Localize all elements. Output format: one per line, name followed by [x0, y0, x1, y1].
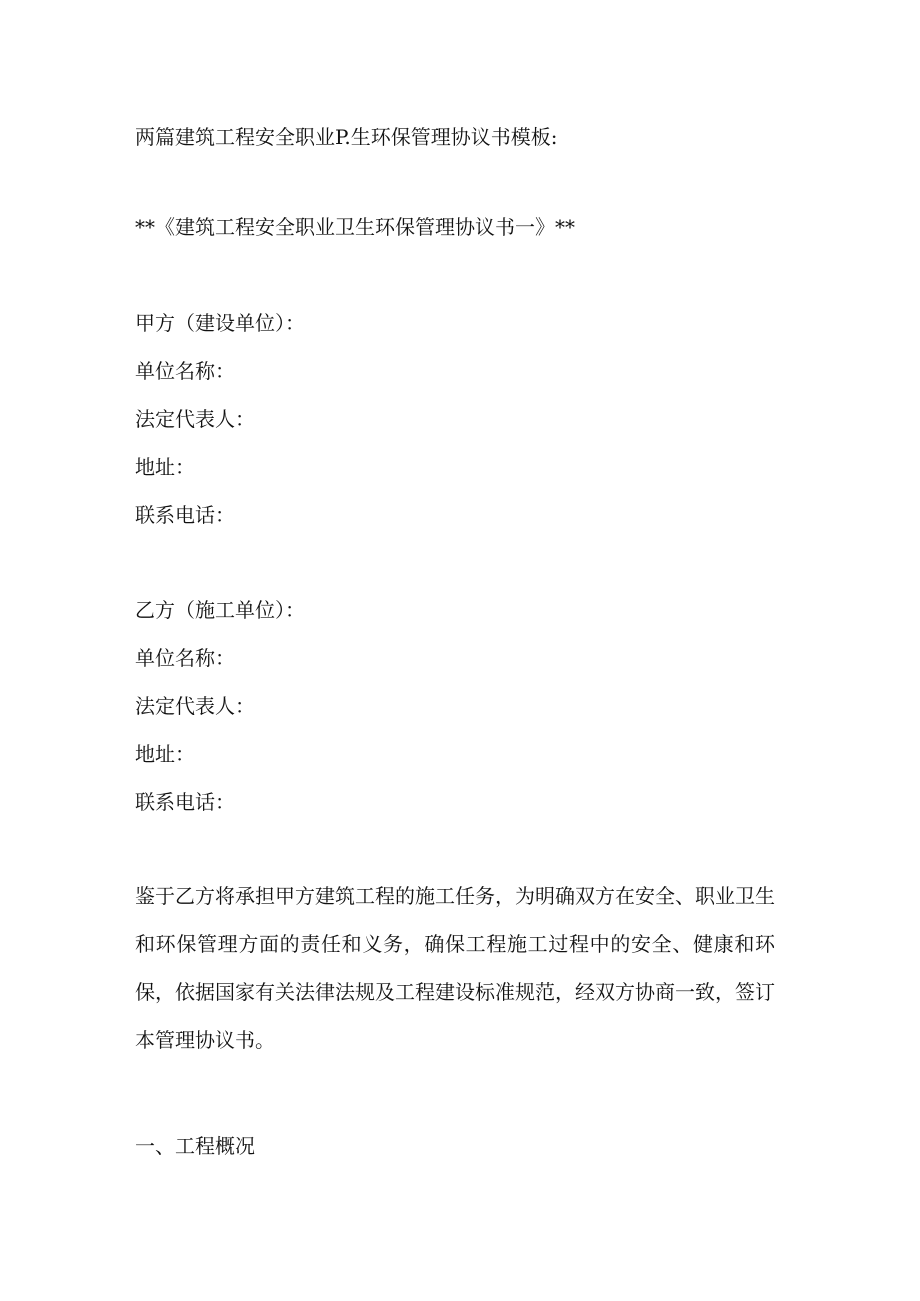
party-a-name-label: 单位名称：	[135, 359, 235, 383]
party-a-phone-label: 联系电话：	[135, 503, 235, 527]
preamble-paragraph: 鉴于乙方将承担甲方建筑工程的施工任务，为明确双方在安全、职业卫生和环保管理方面的责任和义务，确保工程施工过程中的安全、健康和环保，依据国家有关法律法规及工程建设标准规范，经双方协商一致，签订本管理协议书。	[135, 884, 775, 1052]
document-title: 两篇建筑工程安全职业P.生环保管理协议书模板:	[135, 125, 558, 149]
party-b-phone-label: 联系电话：	[135, 790, 235, 814]
party-b-name-label: 单位名称：	[135, 646, 235, 670]
agreement-heading: **《建筑工程安全职业卫生环保管理协议书一》**	[135, 215, 575, 239]
section-heading-project-overview: 一、工程概况	[135, 1134, 255, 1158]
party-b-rep-label: 法定代表人：	[135, 694, 255, 718]
party-b-heading: 乙方（施工单位）：	[135, 598, 305, 622]
party-a-rep-label: 法定代表人：	[135, 407, 255, 431]
party-a-address-label: 地址：	[135, 455, 195, 479]
party-a-heading: 甲方（建设单位）：	[135, 311, 305, 335]
party-b-address-label: 地址：	[135, 742, 195, 766]
